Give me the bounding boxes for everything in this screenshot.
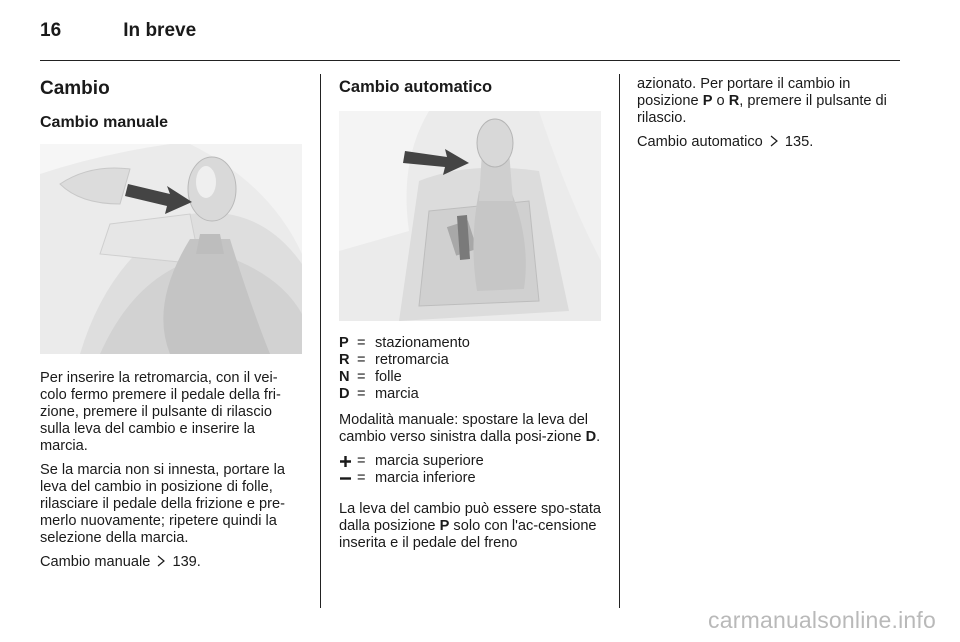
lever-shift-paragraph xyxy=(339,501,603,552)
manual-gearshift-drawing xyxy=(40,144,302,354)
section-heading: Cambio automatico xyxy=(339,78,493,96)
column-1 xyxy=(40,74,304,578)
page-reference-arrow-icon xyxy=(157,555,165,567)
paragraph-text: azionato. Per portare il cambio in posizione xyxy=(637,76,851,109)
automatic-transmission-reference xyxy=(637,134,907,151)
legend-equals: = xyxy=(357,453,366,469)
manual-mode-paragraph xyxy=(339,412,603,446)
gear-legend xyxy=(339,335,603,403)
legend-key: D xyxy=(339,386,350,402)
plus-icon xyxy=(339,453,357,470)
paragraph-text: solo con l'ac-censione inserita e il pedale del freno xyxy=(339,518,597,551)
subsection-heading: Cambio manuale xyxy=(40,114,169,131)
release-button-paragraph xyxy=(637,76,907,127)
reference-label: Cambio automatico xyxy=(637,134,763,150)
gear-key: D xyxy=(585,429,597,445)
paragraph-text: Modalità manuale: spostare la leva del cambio verso sinistra dalla posi-zione xyxy=(339,412,589,445)
legend-label: folle xyxy=(375,369,402,385)
reverse-gear-paragraph: Per inserire la retromarcia, con il vei-colo fermo premere il pedale della fri-zione, premere il pulsante di rilascio sulla leva del cambio e inserire la marcia. xyxy=(40,370,281,454)
reference-page: 139. xyxy=(172,554,201,570)
gear-not-engaging-paragraph: Se la marcia non si innesta, portare la leva del cambio in posizione di folle, rilasciare il pedale della frizione e pre-merlo nuovamente; ripetere quindi la selezione della marcia. xyxy=(40,462,285,546)
gear-key: P xyxy=(702,93,713,109)
legend-label: marcia xyxy=(375,386,419,402)
column-divider xyxy=(619,74,620,608)
legend-equals: = xyxy=(357,386,366,402)
column-3 xyxy=(637,76,907,158)
legend-equals: = xyxy=(357,352,366,368)
legend-key: P xyxy=(339,335,349,351)
page-reference-arrow-icon xyxy=(770,135,778,147)
paragraph-text: La leva del cambio può essere spo-stata dalla posizione xyxy=(339,501,602,534)
legend-label: marcia superiore xyxy=(375,453,484,469)
gear-key: R xyxy=(728,93,740,109)
paragraph-text: . xyxy=(596,429,601,445)
legend-item xyxy=(339,369,603,386)
automatic-gearshift-drawing xyxy=(339,111,601,321)
manual-gearshift-illustration xyxy=(40,144,302,354)
paragraph-text: , premere il pulsante di rilascio. xyxy=(637,93,887,126)
reference-label: Cambio manuale xyxy=(40,554,151,570)
header-rule xyxy=(40,60,900,61)
column-divider xyxy=(320,74,321,608)
section-heading: Cambio xyxy=(40,78,110,99)
legend-equals: = xyxy=(357,470,366,486)
page-title: In breve xyxy=(123,20,197,41)
legend-key: N xyxy=(339,369,350,385)
minus-icon xyxy=(339,470,357,487)
page-header xyxy=(40,20,196,42)
reference-page: 135. xyxy=(784,134,814,150)
legend-item xyxy=(339,470,603,487)
legend-label: stazionamento xyxy=(375,335,470,351)
legend-equals: = xyxy=(357,369,366,385)
shift-legend xyxy=(339,453,603,487)
watermark: carmanualsonline.info xyxy=(708,607,936,633)
gear-key: P xyxy=(439,518,450,534)
page-number: 16 xyxy=(40,20,62,41)
legend-label: marcia inferiore xyxy=(375,470,476,486)
legend-key: R xyxy=(339,352,350,368)
legend-item xyxy=(339,386,603,403)
legend-equals: = xyxy=(357,335,366,351)
paragraph-text: o xyxy=(716,93,725,109)
manual-transmission-reference xyxy=(40,554,304,571)
legend-item xyxy=(339,335,603,352)
automatic-gearshift-illustration xyxy=(339,111,601,321)
column-2 xyxy=(339,74,603,559)
legend-label: retromarcia xyxy=(375,352,449,368)
legend-item xyxy=(339,453,603,470)
legend-item xyxy=(339,352,603,369)
